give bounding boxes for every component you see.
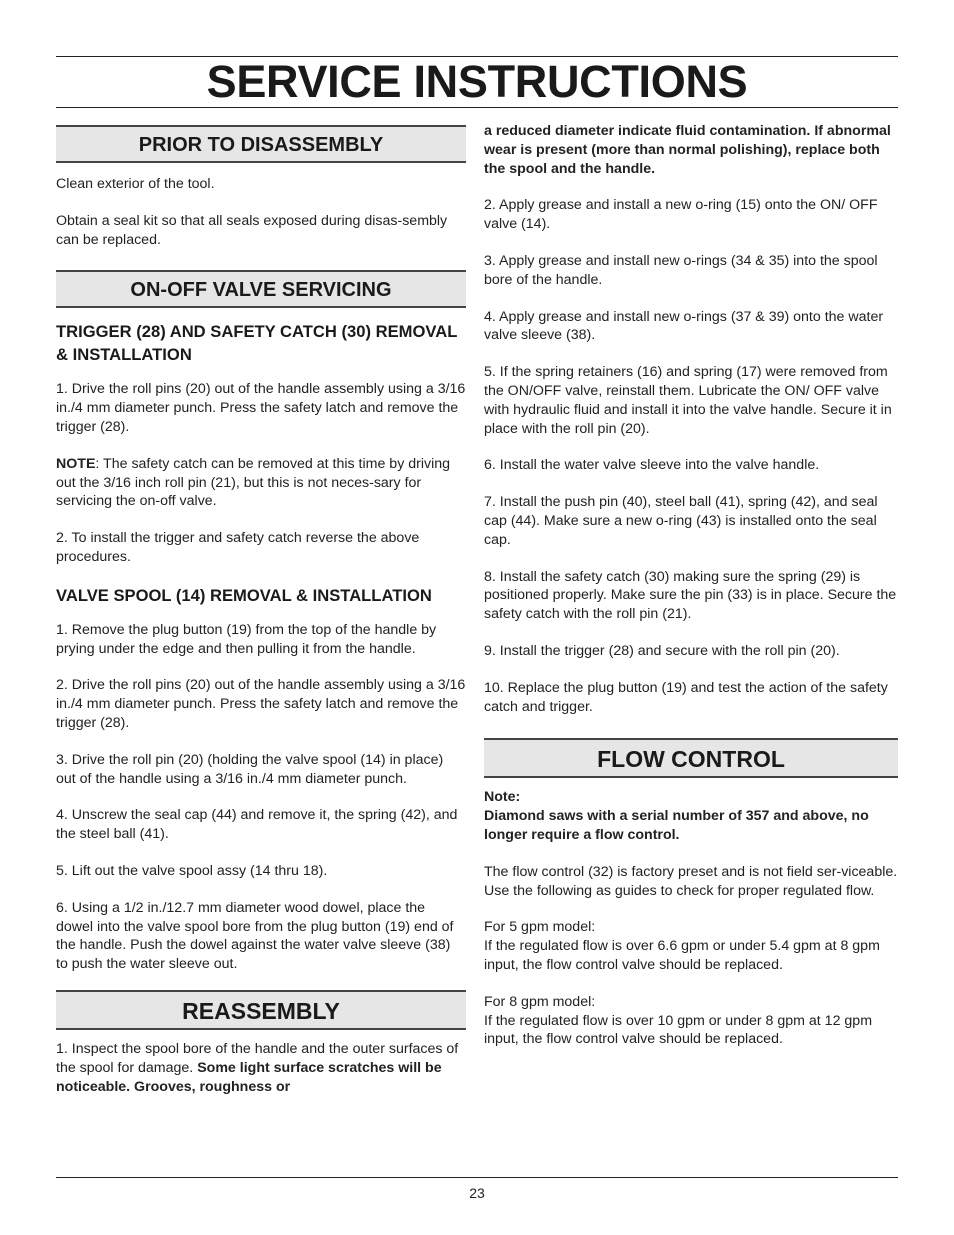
footer-rule bbox=[56, 1177, 898, 1178]
subheading-trigger: TRIGGER (28) AND SAFETY CATCH (30) REMOVAL & INSTALLATION bbox=[56, 322, 458, 365]
page-title: SERVICE INSTRUCTIONS bbox=[206, 56, 748, 107]
note-text: Diamond saws with a serial number of 357 and above, no longer require a flow control. bbox=[484, 808, 869, 843]
paragraph: 9. Install the trigger (28) and secure with the roll pin (20). bbox=[484, 642, 840, 659]
paragraph: 3. Drive the roll pin (20) (holding the valve spool (14) in place) out of the handle using a 3/16 in./4 mm diameter punch. bbox=[56, 751, 444, 787]
paragraph-text: 1. Inspect the spool bore of the handle and the outer surfaces of the spool for damage. bbox=[56, 1040, 459, 1076]
right-column bbox=[484, 122, 898, 1049]
paragraph: 5. Lift out the valve spool assy (14 thru 18). bbox=[56, 862, 328, 879]
paragraph: 3. Apply grease and install new o-rings (34 & 35) into the spool bore of the handle. bbox=[484, 252, 878, 288]
paragraph bbox=[56, 1040, 466, 1096]
paragraph: 8. Install the safety catch (30) making sure the spring (29) is positioned properly. Make sure the pin (33) is in place. Secure the safety catch with the roll pin (21). bbox=[484, 568, 897, 623]
paragraph: 10. Replace the plug button (19) and test the action of the safety catch and trigger. bbox=[484, 679, 888, 715]
section-heading-flow-control: FLOW CONTROL bbox=[484, 738, 898, 778]
paragraph: Obtain a seal kit so that all seals exposed during disas-sembly can be replaced. bbox=[56, 212, 448, 248]
paragraph: 4. Unscrew the seal cap (44) and remove it, the spring (42), and the steel ball (41). bbox=[56, 807, 458, 843]
paragraph: 2. Apply grease and install a new o-ring (15) onto the ON/ OFF valve (14). bbox=[484, 197, 878, 233]
section-heading-reassembly: REASSEMBLY bbox=[56, 990, 466, 1030]
paragraph: 6. Using a 1/2 in./12.7 mm diameter wood dowel, place the dowel into the valve spool bore from the plug button (19) end of the handle. Push the dowel against the water valve sleeve (38) to push the water sleeve out. bbox=[56, 899, 454, 973]
paragraph: 4. Apply grease and install new o-rings (37 & 39) onto the water valve sleeve (38). bbox=[484, 308, 884, 344]
note-paragraph bbox=[56, 455, 466, 511]
subheading-valve-spool: VALVE SPOOL (14) REMOVAL & INSTALLATION bbox=[56, 585, 432, 605]
paragraph: If the regulated flow is over 6.6 gpm or under 5.4 gpm at 8 gpm input, the flow control valve should be replaced. bbox=[484, 938, 880, 973]
left-column bbox=[56, 122, 466, 1096]
paragraph: 6. Install the water valve sleeve into the valve handle. bbox=[484, 457, 820, 474]
paragraph-bold: a reduced diameter indicate fluid contamination. If abnormal wear is present (more than normal polishing), replace both the spool and the handle. bbox=[484, 123, 891, 177]
paragraph: 7. Install the push pin (40), steel ball (41), spring (42), and seal cap (44). Make sure a new o-ring (43) is installed onto the seal cap. bbox=[484, 494, 878, 548]
note-text: : The safety catch can be removed at this time by driving out the 3/16 inch roll pin (21), but this is not neces-sary for servicing the on-off valve. bbox=[56, 455, 451, 510]
title-rule bbox=[56, 107, 898, 108]
page-number: 23 bbox=[469, 1185, 485, 1201]
section-heading-prior: PRIOR TO DISASSEMBLY bbox=[56, 125, 466, 163]
model-label: For 8 gpm model: bbox=[484, 993, 596, 1010]
section-heading-onoff: ON-OFF VALVE SERVICING bbox=[56, 270, 466, 308]
paragraph: 2. To install the trigger and safety catch reverse the above procedures. bbox=[56, 530, 420, 565]
note-label: Note: bbox=[484, 789, 521, 806]
paragraph: 1. Remove the plug button (19) from the top of the handle by prying under the edge and then pulling it from the handle. bbox=[56, 621, 437, 657]
paragraph: If the regulated flow is over 10 gpm or under 8 gpm at 12 gpm input, the flow control valve should be replaced. bbox=[484, 1012, 873, 1048]
paragraph: 5. If the spring retainers (16) and spring (17) were removed from the ON/OFF valve, reinstall them. Lubricate the ON/ OFF valve with hydraulic fluid and install it into the valve handle. Secure it in place with the roll pin (20). bbox=[484, 364, 892, 437]
note-label: NOTE bbox=[56, 455, 96, 472]
model-label: For 5 gpm model: bbox=[484, 919, 596, 936]
paragraph: 1. Drive the roll pins (20) out of the handle assembly using a 3/16 in./4 mm diameter punch. Press the safety latch and remove the trigger (28). bbox=[56, 381, 466, 435]
paragraph: 2. Drive the roll pins (20) out of the handle assembly using a 3/16 in./4 mm diameter punch. Press the safety latch and remove the trigger (28). bbox=[56, 677, 466, 731]
paragraph: Clean exterior of the tool. bbox=[56, 176, 215, 192]
paragraph: The flow control (32) is factory preset and is not field ser-viceable. Use the following as guides to check for proper regulated flow. bbox=[484, 863, 898, 899]
paragraph-bold-text: Some light surface scratches will be noticeable. Grooves, roughness or bbox=[56, 1059, 442, 1095]
